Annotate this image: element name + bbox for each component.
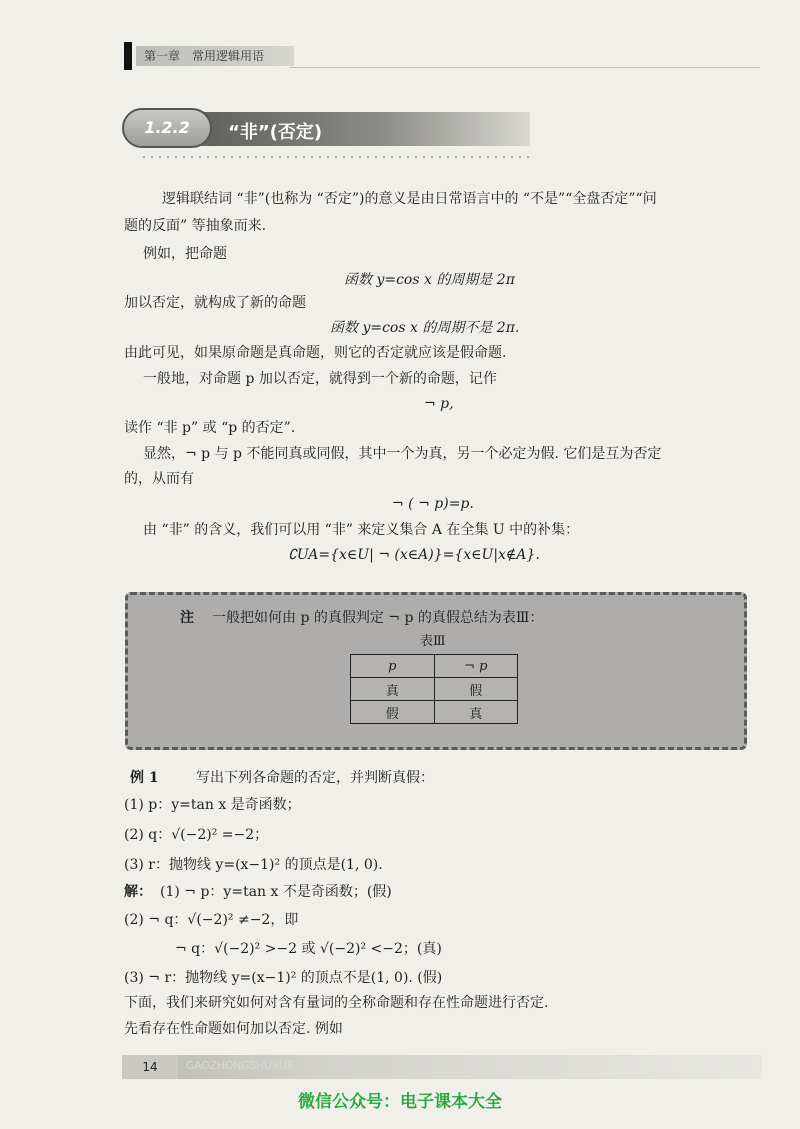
section-dotted-rule <box>140 156 532 158</box>
solution-label: 解： <box>124 884 152 900</box>
note-label: 注 <box>180 610 194 626</box>
table-cell: 假 <box>351 701 435 724</box>
section-title: “非”(否定) <box>228 122 323 143</box>
table-header-cell: ¬ p <box>434 655 518 678</box>
formula: ¬ ( ¬ p)=p. <box>392 496 474 512</box>
solution-line: (1) ¬ p：y=tan x 不是奇函数；(假) <box>160 884 392 900</box>
paragraph-line: 题的反面” 等抽象而来. <box>124 218 267 234</box>
section-number: 1.2.2 <box>122 108 212 148</box>
paragraph-line: 下面，我们来研究如何对含有量词的全称命题和存在性命题进行否定. <box>124 995 549 1011</box>
paragraph-line: 由 “非” 的含义，我们可以用 “非” 来定义集合 A 在全集 U 中的补集： <box>143 522 580 538</box>
page-number: 14 <box>122 1055 178 1079</box>
example-question: (3) r：抛物线 y=(x−1)² 的顶点是(1, 0). <box>124 857 383 873</box>
table-header-row <box>351 655 518 678</box>
example-question: (1) p：y=tan x 是奇函数； <box>124 797 301 813</box>
table-cell: 假 <box>434 678 518 701</box>
formula: ∁UA={x∈U| ¬ (x∈A)}={x∈U|x∉A}. <box>288 547 540 563</box>
series-name: GAOZHONGSHUXUE <box>186 1059 294 1072</box>
formula: 函数 y=cos x 的周期是 2π <box>344 272 515 288</box>
paragraph-line: 加以否定，就构成了新的命题 <box>124 295 306 311</box>
example-instruction: 写出下列各命题的否定，并判断真假： <box>196 770 434 786</box>
example-title: 例 1 <box>130 770 159 786</box>
formula: 函数 y=cos x 的周期不是 2π. <box>330 320 520 336</box>
solution-line: (2) ¬ q：√(−2)² ≠−2，即 <box>124 912 299 928</box>
solution-line: ¬ q：√(−2)² >−2 或 √(−2)² <−2；(真) <box>175 941 442 957</box>
paragraph-line: 一般地，对命题 p 加以否定，就得到一个新的命题，记作 <box>143 371 497 387</box>
truth-table <box>350 654 518 724</box>
formula: ¬ p, <box>424 396 454 412</box>
table-header-cell: p <box>351 655 435 678</box>
chapter-title: 第一章 常用逻辑用语 <box>136 46 294 66</box>
paragraph-line: 显然，¬ p 与 p 不能同真或同假，其中一个为真，另一个必定为假. 它们是互为否定 <box>143 446 662 462</box>
paragraph-line: 的，从而有 <box>124 471 194 487</box>
paragraph-line: 例如，把命题 <box>143 246 227 262</box>
example-question: (2) q：√(−2)² =−2； <box>124 827 269 843</box>
paragraph-line: 先看存在性命题如何加以否定. 例如 <box>124 1021 343 1037</box>
table-cell: 真 <box>351 678 435 701</box>
table-caption: 表Ⅲ <box>420 634 446 649</box>
paragraph-line: 读作 “非 p” 或 “p 的否定”. <box>124 420 296 436</box>
table-row <box>351 701 518 724</box>
table-row <box>351 678 518 701</box>
chapter-marker <box>124 42 132 70</box>
header-rule <box>290 67 760 68</box>
paragraph-line: 逻辑联结词 “非”(也称为 “否定”)的意义是由日常语言中的 “不是”“全盘否定”“问 <box>162 191 657 207</box>
table-cell: 真 <box>434 701 518 724</box>
solution-line: (3) ¬ r：抛物线 y=(x−1)² 的顶点不是(1, 0). (假) <box>124 970 443 986</box>
note-text: 一般把如何由 p 的真假判定 ¬ p 的真假总结为表Ⅲ： <box>212 610 544 626</box>
watermark: 微信公众号：电子课本大全 <box>298 1092 502 1112</box>
paragraph-line: 由此可见，如果原命题是真命题，则它的否定就应该是假命题. <box>124 345 507 361</box>
